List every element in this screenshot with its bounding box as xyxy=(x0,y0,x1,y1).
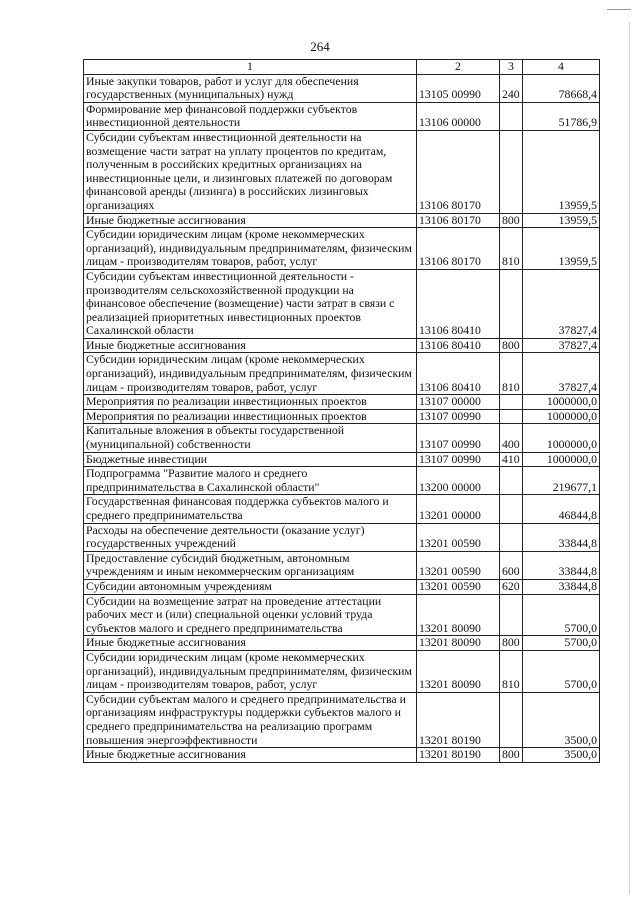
row-code-cell: 13106 80170 xyxy=(417,213,500,228)
row-name-cell: Субсидии юридическим лицам (кроме некоммерческих организаций), индивидуальным предпринимателям, физическим лицам - производителям товаров, работ, услуг xyxy=(84,228,417,270)
row-type-cell xyxy=(500,467,523,495)
row-name-cell: Субсидии юридическим лицам (кроме некоммерческих организаций), индивидуальным предпринимателям, физическим лицам - производителям товаров, работ, услуг xyxy=(84,650,417,692)
row-type-cell: 410 xyxy=(500,452,523,467)
row-amount-cell: 1000000,0 xyxy=(523,395,600,410)
table-row xyxy=(84,636,600,651)
row-amount-cell: 51786,9 xyxy=(523,102,600,130)
row-type-cell xyxy=(500,130,523,213)
row-name-cell: Субсидии юридическим лицам (кроме некоммерческих организаций), индивидуальным предпринимателям, физическим лицам - производителям товаров, работ, услуг xyxy=(84,353,417,395)
row-code-cell: 13201 00590 xyxy=(417,551,500,579)
row-name-cell: Субсидии субъектам малого и среднего предпринимательства и организациям инфраструктуры поддержки субъектов малого и среднего предпринимательства на реализацию программ повышения энергоэффективности xyxy=(84,692,417,747)
row-type-cell: 600 xyxy=(500,551,523,579)
table-row xyxy=(84,338,600,353)
row-type-cell xyxy=(500,409,523,424)
table-row xyxy=(84,551,600,579)
page-edge-line xyxy=(629,22,630,894)
table-row xyxy=(84,213,600,228)
row-name-cell: Расходы на обеспечение деятельности (оказание услуг) государственных учреждений xyxy=(84,523,417,551)
page-number: 264 xyxy=(310,39,330,54)
row-amount-cell: 3500,0 xyxy=(523,748,600,763)
row-amount-cell: 1000000,0 xyxy=(523,424,600,452)
table-row xyxy=(84,650,600,692)
row-type-cell xyxy=(500,692,523,747)
row-type-cell xyxy=(500,495,523,523)
row-amount-cell: 5700,0 xyxy=(523,636,600,651)
table-row xyxy=(84,424,600,452)
row-type-cell: 240 xyxy=(500,74,523,102)
table-row xyxy=(84,395,600,410)
row-name-cell: Предоставление субсидий бюджетным, автономным учреждениям и иным некоммерческим организациям xyxy=(84,551,417,579)
row-type-cell: 620 xyxy=(500,579,523,594)
table-body xyxy=(84,74,600,762)
row-code-cell: 13201 00590 xyxy=(417,579,500,594)
row-type-cell: 800 xyxy=(500,338,523,353)
table-row xyxy=(84,594,600,636)
row-code-cell: 13106 80410 xyxy=(417,353,500,395)
budget-table xyxy=(83,59,600,763)
row-type-cell xyxy=(500,594,523,636)
column-header: 4 xyxy=(523,60,600,75)
row-type-cell: 800 xyxy=(500,636,523,651)
table-row xyxy=(84,523,600,551)
row-amount-cell: 78668,4 xyxy=(523,74,600,102)
row-amount-cell: 219677,1 xyxy=(523,467,600,495)
row-code-cell: 13201 80090 xyxy=(417,636,500,651)
row-name-cell: Субсидии субъектам инвестиционной деятельности на возмещение части затрат на уплату процентов по кредитам, полученным в российских кредитных организациях на инвестиционные цели, и лизинговых платежей по договорам финансовой аренды (лизинга) в российских лизинговых организациях xyxy=(84,130,417,213)
row-code-cell: 13106 80410 xyxy=(417,269,500,338)
row-amount-cell: 5700,0 xyxy=(523,594,600,636)
row-code-cell: 13201 80090 xyxy=(417,594,500,636)
row-name-cell: Субсидии субъектам инвестиционной деятельности - производителям сельскохозяйственной продукции на финансовое обеспечение (возмещение) части затрат в связи с реализацией приоритетных инвестиционных проектов Сахалинской области xyxy=(84,269,417,338)
table-row xyxy=(84,228,600,270)
row-name-cell: Мероприятия по реализации инвестиционных проектов xyxy=(84,409,417,424)
table-row xyxy=(84,748,600,763)
row-name-cell: Формирование мер финансовой поддержки субъектов инвестиционной деятельности xyxy=(84,102,417,130)
row-name-cell: Иные закупки товаров, работ и услуг для обеспечения государственных (муниципальных) нужд xyxy=(84,74,417,102)
row-amount-cell: 13959,5 xyxy=(523,228,600,270)
table-row xyxy=(84,692,600,747)
row-amount-cell: 13959,5 xyxy=(523,213,600,228)
row-name-cell: Капитальные вложения в объекты государственной (муниципальной) собственности xyxy=(84,424,417,452)
row-amount-cell: 13959,5 xyxy=(523,130,600,213)
row-code-cell: 13106 80410 xyxy=(417,338,500,353)
row-amount-cell: 33844,8 xyxy=(523,551,600,579)
row-amount-cell: 37827,4 xyxy=(523,338,600,353)
row-code-cell: 13106 00000 xyxy=(417,102,500,130)
column-header: 2 xyxy=(417,60,500,75)
table-row xyxy=(84,130,600,213)
row-amount-cell: 3500,0 xyxy=(523,692,600,747)
row-code-cell: 13200 00000 xyxy=(417,467,500,495)
row-type-cell: 810 xyxy=(500,650,523,692)
table-row xyxy=(84,452,600,467)
table-row xyxy=(84,579,600,594)
row-type-cell xyxy=(500,523,523,551)
row-type-cell xyxy=(500,395,523,410)
row-name-cell: Иные бюджетные ассигнования xyxy=(84,338,417,353)
table-row xyxy=(84,74,600,102)
row-name-cell: Иные бюджетные ассигнования xyxy=(84,213,417,228)
row-name-cell: Мероприятия по реализации инвестиционных проектов xyxy=(84,395,417,410)
row-amount-cell: 37827,4 xyxy=(523,269,600,338)
row-code-cell: 13105 00990 xyxy=(417,74,500,102)
table-header-row xyxy=(84,60,600,75)
row-code-cell: 13107 00990 xyxy=(417,424,500,452)
row-name-cell: Иные бюджетные ассигнования xyxy=(84,636,417,651)
row-name-cell: Иные бюджетные ассигнования xyxy=(84,748,417,763)
row-name-cell: Государственная финансовая поддержка субъектов малого и среднего предпринимательства xyxy=(84,495,417,523)
table-row xyxy=(84,409,600,424)
row-name-cell: Бюджетные инвестиции xyxy=(84,452,417,467)
corner-mark xyxy=(607,9,631,10)
row-code-cell: 13201 80090 xyxy=(417,650,500,692)
row-amount-cell: 37827,4 xyxy=(523,353,600,395)
row-code-cell: 13107 00990 xyxy=(417,409,500,424)
row-name-cell: Субсидии автономным учреждениям xyxy=(84,579,417,594)
table-row xyxy=(84,495,600,523)
row-name-cell: Субсидии на возмещение затрат на проведение аттестации рабочих мест и (или) специальной оценки условий труда субъектов малого и среднего предпринимательства xyxy=(84,594,417,636)
row-code-cell: 13106 80170 xyxy=(417,130,500,213)
row-name-cell: Подпрограмма "Развитие малого и среднего предпринимательства в Сахалинской области" xyxy=(84,467,417,495)
row-code-cell: 13201 00000 xyxy=(417,495,500,523)
row-type-cell: 800 xyxy=(500,748,523,763)
row-code-cell: 13107 00990 xyxy=(417,452,500,467)
row-type-cell: 810 xyxy=(500,353,523,395)
row-code-cell: 13201 00590 xyxy=(417,523,500,551)
row-code-cell: 13201 80190 xyxy=(417,692,500,747)
table-row xyxy=(84,353,600,395)
row-type-cell: 400 xyxy=(500,424,523,452)
row-code-cell: 13201 80190 xyxy=(417,748,500,763)
table-row xyxy=(84,269,600,338)
row-type-cell: 810 xyxy=(500,228,523,270)
row-amount-cell: 33844,8 xyxy=(523,523,600,551)
row-amount-cell: 5700,0 xyxy=(523,650,600,692)
row-type-cell: 800 xyxy=(500,213,523,228)
column-header: 3 xyxy=(500,60,523,75)
row-amount-cell: 46844,8 xyxy=(523,495,600,523)
row-code-cell: 13107 00000 xyxy=(417,395,500,410)
column-header: 1 xyxy=(84,60,417,75)
row-type-cell xyxy=(500,102,523,130)
table-row xyxy=(84,102,600,130)
row-code-cell: 13106 80170 xyxy=(417,228,500,270)
row-amount-cell: 33844,8 xyxy=(523,579,600,594)
table-row xyxy=(84,467,600,495)
row-amount-cell: 1000000,0 xyxy=(523,409,600,424)
row-amount-cell: 1000000,0 xyxy=(523,452,600,467)
row-type-cell xyxy=(500,269,523,338)
